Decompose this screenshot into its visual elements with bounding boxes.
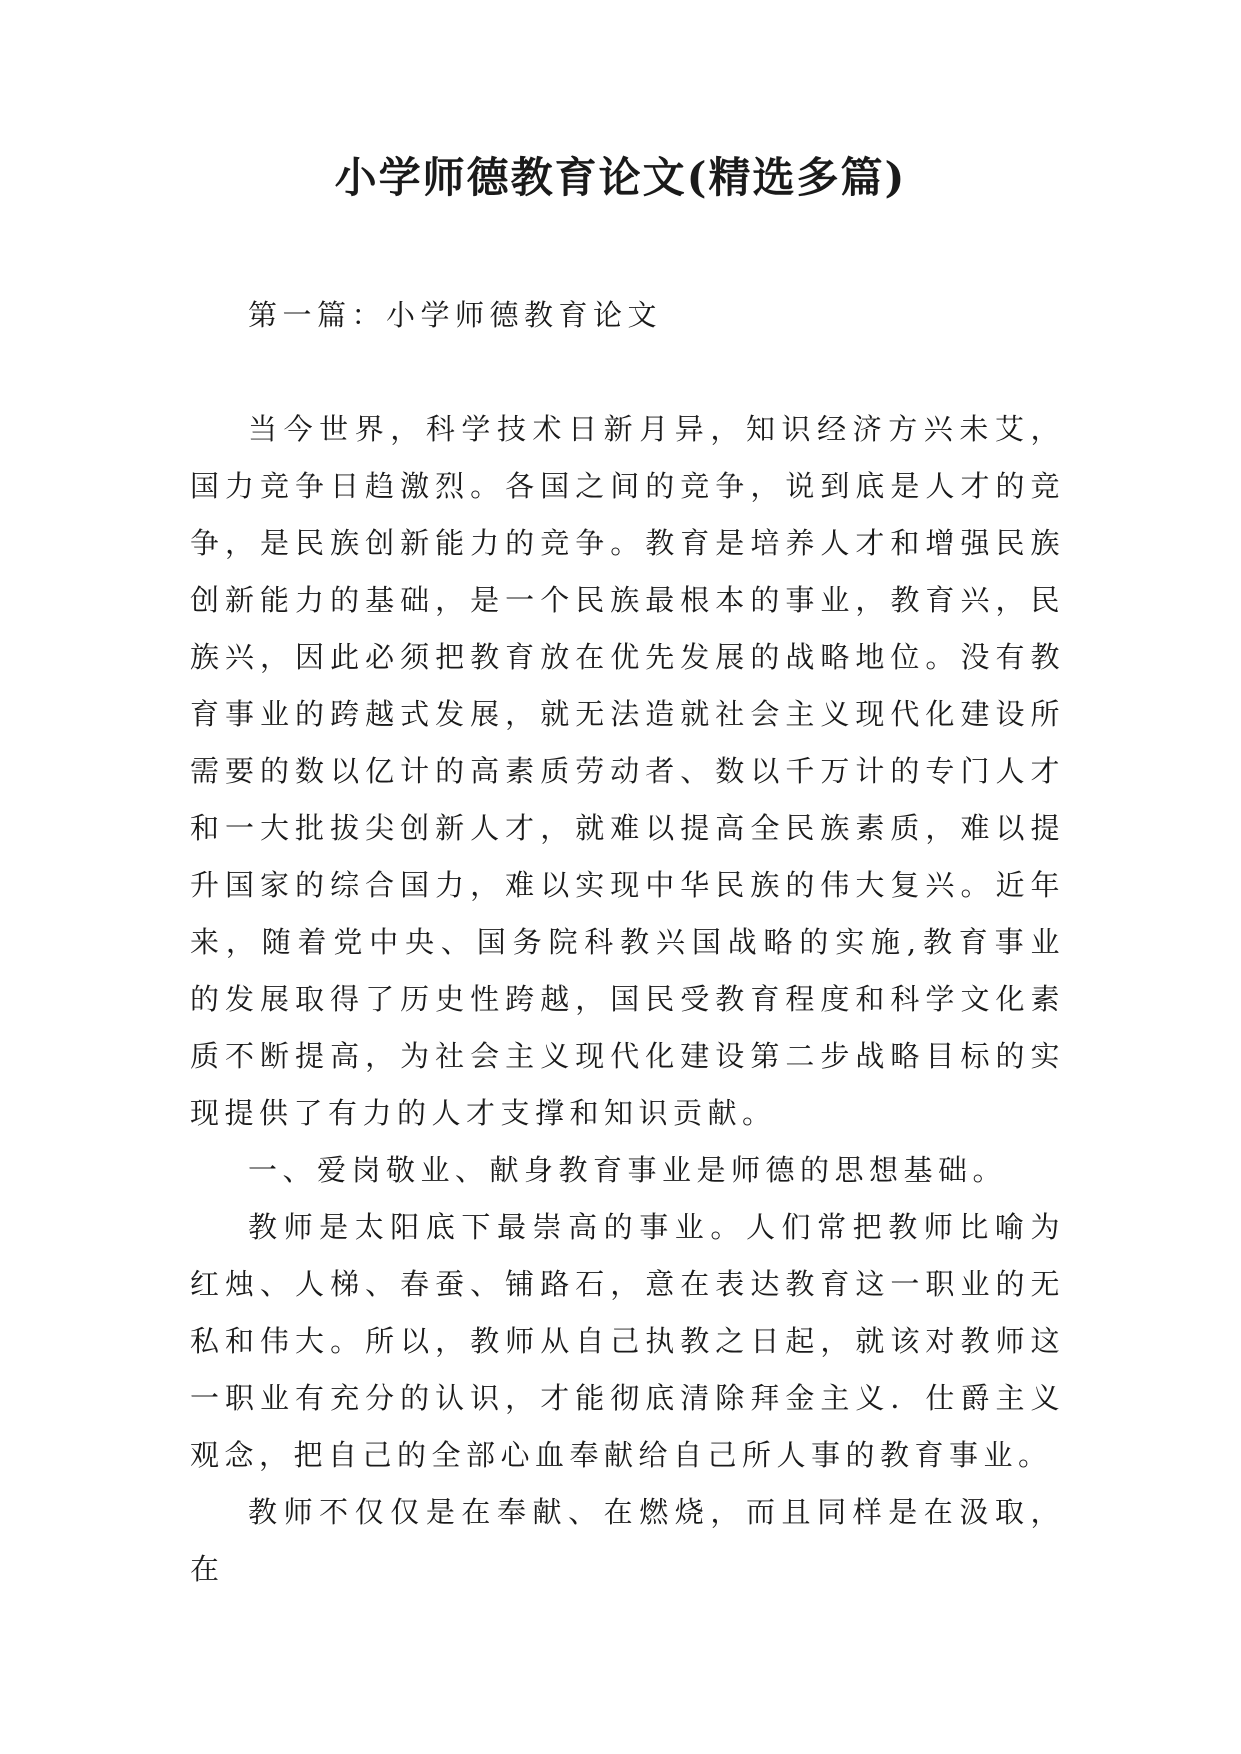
paragraph-intro: 当今世界，科学技术日新月异，知识经济方兴未艾，国力竞争日趋激烈。各国之间的竞争，说到底是人才的竞争，是民族创新能力的竞争。教育是培养人才和增强民族创新能力的基础，是一个民族最根本的事业，教育兴，民族兴，因此必须把教育放在优先发展的战略地位。没有教育事业的跨越式发展，就无法造就社会主义现代化建设所需要的数以亿计的高素质劳动者、数以千万计的专门人才和一大批拔尖创新人才，就难以提高全民族素质，难以提升国家的综合国力，难以实现中华民族的伟大复兴。近年来，随着党中央、国务院科教兴国战略的实施,教育事业的发展取得了历史性跨越，国民受教育程度和科学文化素质不断提高，为社会主义现代化建设第二步战略目标的实现提供了有力的人才支撑和知识贡献。	[190, 412, 1065, 1130]
paragraph-teacher-dedication: 教师不仅仅是在奉献、在燃烧，而且同样是在汲取，在	[190, 1495, 1065, 1586]
paragraph-point-one-heading: 一、爱岗敬业、献身教育事业是师德的思想基础。	[248, 1153, 1008, 1187]
document-title: 小学师德教育论文(精选多篇)	[334, 153, 907, 202]
paragraph-teacher-noble: 教师是太阳底下最崇高的事业。人们常把教师比喻为红烛、人梯、春蚕、铺路石，意在表达教育这一职业的无私和伟大。所以，教师从自己执教之日起，就该对教师这一职业有充分的认识，才能彻底清除拜金主义．仕爵主义观念，把自己的全部心血奉献给自己所人事的教育事业。	[190, 1210, 1065, 1472]
document-body	[190, 287, 1065, 1598]
section-heading: 第一篇：小学师德教育论文	[248, 298, 663, 332]
